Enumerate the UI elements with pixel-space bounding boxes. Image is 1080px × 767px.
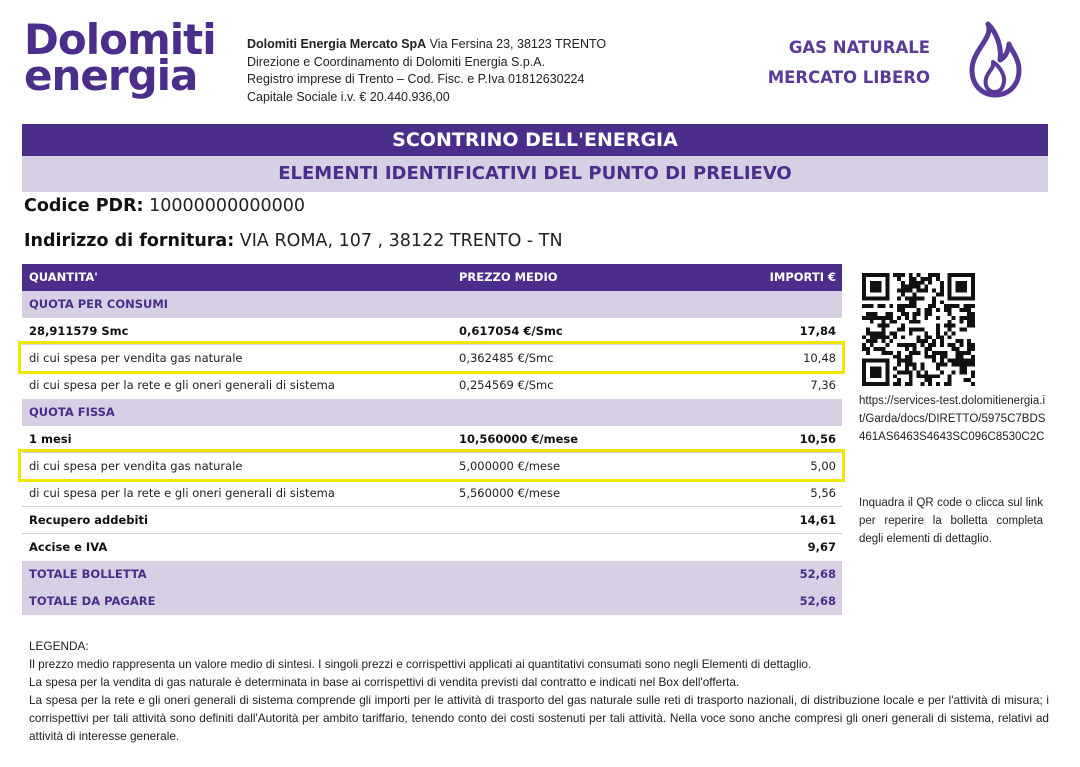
row-amount: 10,48 bbox=[803, 351, 836, 365]
product-label bbox=[740, 33, 930, 93]
logo-line-2: energia bbox=[24, 51, 198, 100]
flame-icon bbox=[964, 20, 1026, 98]
row-amount: 10,56 bbox=[799, 432, 836, 446]
company-line-2: Direzione e Coordinamento di Dolomiti Energia S.p.A. bbox=[247, 54, 546, 69]
product-line-2: MERCATO LIBERO bbox=[767, 68, 930, 87]
row-amount: 7,36 bbox=[810, 378, 836, 392]
row-label: Recupero addebiti bbox=[29, 513, 148, 527]
address-line bbox=[24, 231, 563, 251]
qr-instructions: Inquadra il QR code o clicca sul link per reperire la bolletta completa degli elementi di dettaglio. bbox=[859, 497, 1043, 545]
section-consumi bbox=[22, 291, 842, 318]
legend-title: LEGENDA: bbox=[29, 639, 89, 653]
row-label: Accise e IVA bbox=[29, 540, 108, 554]
total-label: TOTALE BOLLETTA bbox=[29, 567, 147, 581]
row-qty: di cui spesa per la rete e gli oneri generali di sistema bbox=[29, 378, 335, 392]
title-band: SCONTRINO DELL'ENERGIA bbox=[22, 124, 1048, 156]
row-price: 0,254569 €/Smc bbox=[459, 378, 554, 392]
highlight-box bbox=[18, 341, 845, 374]
header-amount: IMPORTI € bbox=[769, 270, 836, 284]
legend-paragraph: La spesa per la vendita di gas naturale è determinata in base ai corrispettivi di vendita previsti dal contratto e indicati nel Box dell'offerta. bbox=[29, 675, 740, 689]
section-title: QUOTA FISSA bbox=[29, 405, 115, 419]
row-amount: 9,67 bbox=[807, 540, 836, 554]
section-fissa bbox=[22, 399, 842, 426]
logo-line-1: Dolomiti bbox=[24, 15, 216, 64]
total-amount: 52,68 bbox=[799, 594, 836, 608]
row-qty: di cui spesa per vendita gas naturale bbox=[29, 351, 243, 365]
address-label: Indirizzo di fornitura: bbox=[24, 231, 235, 251]
pdr-line bbox=[24, 196, 305, 216]
row-amount: 5,00 bbox=[810, 459, 836, 473]
company-line-4: Capitale Sociale i.v. € 20.440.936,00 bbox=[247, 89, 450, 104]
section-title: QUOTA PER CONSUMI bbox=[29, 297, 169, 311]
row-price: 0,362485 €/Smc bbox=[459, 351, 554, 365]
subtitle-band: ELEMENTI IDENTIFICATIVI DEL PUNTO DI PRELIEVO bbox=[22, 156, 1048, 192]
table-row bbox=[22, 534, 842, 561]
table-row bbox=[22, 507, 842, 534]
row-amount: 14,61 bbox=[799, 513, 836, 527]
total-to-pay-row bbox=[22, 588, 842, 615]
row-amount: 5,56 bbox=[810, 486, 836, 500]
row-price: 5,560000 €/mese bbox=[459, 486, 561, 500]
qr-link[interactable]: https://services-test.dolomitienergia.it/Garda/docs/DIRETTO/5975C7BDS461AS6463S4643SC096C8530C2C bbox=[859, 395, 1046, 443]
row-amount: 17,84 bbox=[799, 324, 836, 338]
row-qty: di cui spesa per vendita gas naturale bbox=[29, 459, 243, 473]
row-price: 0,617054 €/Smc bbox=[459, 324, 563, 338]
header-price: PREZZO MEDIO bbox=[459, 270, 558, 284]
header-qty: QUANTITA' bbox=[29, 270, 98, 284]
energy-receipt-table bbox=[22, 264, 842, 615]
row-qty: 28,911579 Smc bbox=[29, 324, 129, 338]
company-info bbox=[247, 36, 606, 106]
legend-paragraph: Il prezzo medio rappresenta un valore medio di sintesi. I singoli prezzi e corrispettivi applicati ai quantitativi consumati sono negli Elementi di dettaglio. bbox=[29, 657, 812, 671]
company-line-3: Registro imprese di Trento – Cod. Fisc. e P.Iva 01812630224 bbox=[247, 72, 585, 86]
total-amount: 52,68 bbox=[799, 567, 836, 581]
dolomiti-energia-logo bbox=[24, 15, 224, 100]
pdr-value: 10000000000000 bbox=[143, 196, 306, 216]
legend-paragraph: La spesa per la rete e gli oneri generali di sistema comprende gli importi per le attività di trasporto del gas naturale sulle reti di trasporto nazionali, di distribuzione locale e per l'attività di misura; i corrispettivi per tali attività sono definiti dall'Autorità per ambito tariffario, tenendo conto dei costi sostenuti per tali attività. Nella voce sono anche compresi gli oneri generali di sistema, relativi ad attività di interesse generale. bbox=[29, 693, 1049, 743]
row-qty: di cui spesa per la rete e gli oneri generali di sistema bbox=[29, 486, 335, 500]
table-row bbox=[22, 480, 842, 507]
row-qty: 1 mesi bbox=[29, 432, 72, 446]
row-price: 5,000000 €/mese bbox=[459, 459, 561, 473]
highlight-box bbox=[18, 449, 845, 482]
row-price: 10,560000 €/mese bbox=[459, 432, 579, 446]
table-header bbox=[22, 264, 842, 291]
legend bbox=[29, 637, 1049, 745]
company-name: Dolomiti Energia Mercato SpA bbox=[247, 37, 427, 51]
pdr-label: Codice PDR: bbox=[24, 196, 144, 216]
table-row bbox=[22, 372, 842, 399]
company-address: Via Fersina 23, 38123 TRENTO bbox=[426, 37, 607, 51]
qr-code[interactable] bbox=[862, 273, 975, 386]
address-value: VIA ROMA, 107 , 38122 TRENTO - TN bbox=[234, 231, 563, 251]
product-line-1: GAS NATURALE bbox=[788, 38, 930, 57]
total-bill-row bbox=[22, 561, 842, 588]
total-label: TOTALE DA PAGARE bbox=[29, 594, 156, 608]
